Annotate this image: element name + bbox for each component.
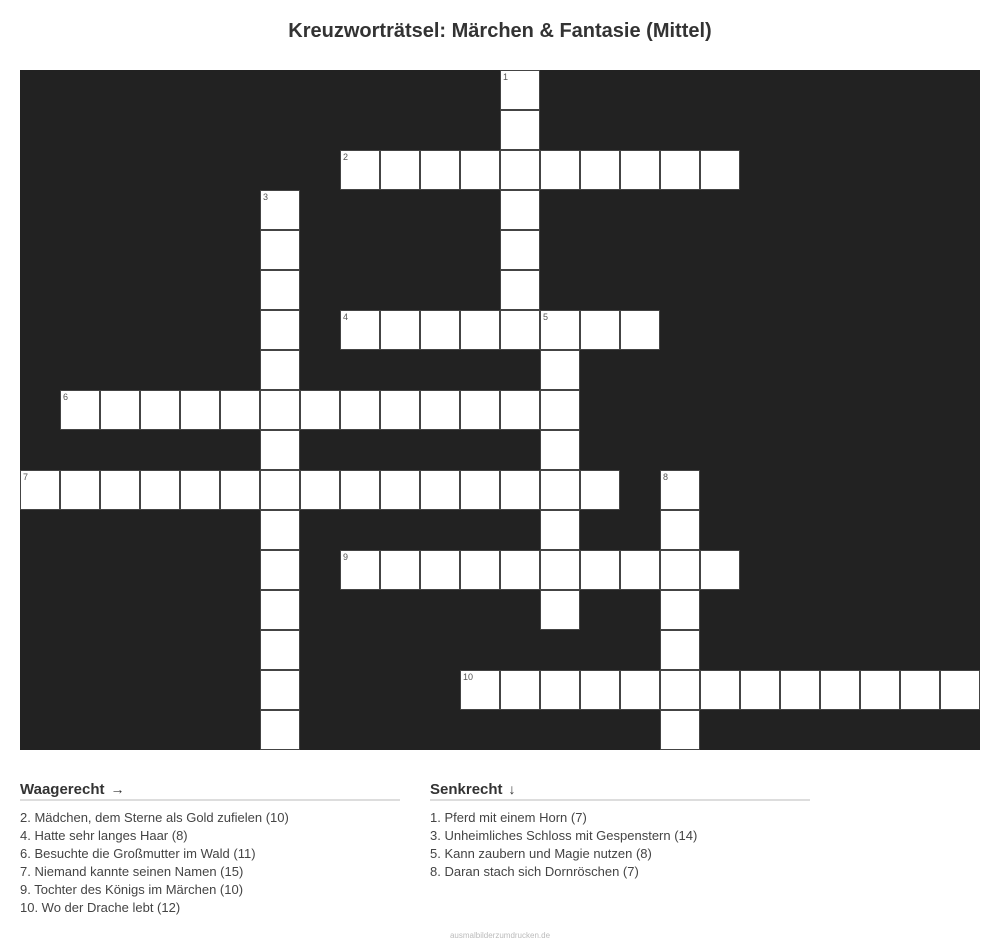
crossword-cell[interactable] [540, 550, 580, 590]
crossword-cell[interactable] [380, 390, 420, 430]
crossword-cell[interactable] [260, 430, 300, 470]
clue-item: 6. Besuchte die Großmutter im Wald (11) [20, 846, 256, 861]
clue-number: 2 [343, 152, 349, 162]
crossword-cell[interactable] [540, 590, 580, 630]
arrow-down-icon: ↓ [508, 781, 516, 797]
crossword-cell[interactable] [740, 670, 780, 710]
clue-item: 9. Tochter des Königs im Märchen (10) [20, 882, 244, 897]
crossword-cell[interactable] [260, 630, 300, 670]
crossword-cell[interactable] [180, 390, 220, 430]
crossword-cell[interactable] [260, 350, 300, 390]
clue-number: 3 [263, 192, 269, 202]
crossword-cell[interactable] [20, 470, 60, 510]
crossword-cell[interactable] [500, 110, 540, 150]
clue-number: 5 [543, 312, 549, 322]
clue-item: 5. Kann zaubern und Magie nutzen (8) [430, 846, 652, 861]
clue-number: 6 [63, 392, 69, 402]
crossword-cell[interactable] [540, 150, 580, 190]
across-clue-list [20, 809, 400, 917]
crossword-cell[interactable] [140, 390, 180, 430]
crossword-cell[interactable] [500, 230, 540, 270]
crossword-cell[interactable] [580, 550, 620, 590]
crossword-cell[interactable] [260, 270, 300, 310]
crossword-cell[interactable] [340, 470, 380, 510]
crossword-cell[interactable] [500, 550, 540, 590]
crossword-cell[interactable] [580, 670, 620, 710]
clue-number: 7 [23, 472, 29, 482]
down-clue-list [430, 809, 810, 881]
crossword-cell[interactable] [460, 150, 500, 190]
down-heading-label: Senkrecht [430, 781, 503, 798]
arrow-right-icon: → [110, 781, 125, 797]
crossword-cell[interactable] [700, 150, 740, 190]
crossword-cell[interactable] [100, 470, 140, 510]
clue-item: 8. Daran stach sich Dornröschen (7) [430, 864, 639, 879]
crossword-cell[interactable] [580, 470, 620, 510]
crossword-cell[interactable] [380, 310, 420, 350]
crossword-cell[interactable] [460, 310, 500, 350]
clue-item: 10. Wo der Drache lebt (12) [20, 900, 181, 915]
crossword-cell[interactable] [420, 550, 460, 590]
clue-number: 8 [663, 472, 669, 482]
crossword-cell[interactable] [60, 470, 100, 510]
crossword-cell[interactable] [260, 390, 300, 430]
crossword-cell[interactable] [500, 150, 540, 190]
crossword-cell[interactable] [660, 710, 700, 750]
crossword-cell[interactable] [340, 310, 380, 350]
crossword-cell[interactable] [420, 310, 460, 350]
clue-item: 4. Hatte sehr langes Haar (8) [20, 828, 188, 843]
crossword-cell[interactable] [420, 390, 460, 430]
page-title: Kreuzworträtsel: Märchen & Fantasie (Mittel) [288, 20, 712, 42]
crossword-cell[interactable] [540, 470, 580, 510]
crossword-cell[interactable] [500, 390, 540, 430]
crossword-cell[interactable] [500, 190, 540, 230]
crossword-cell[interactable] [340, 390, 380, 430]
crossword-cell[interactable] [540, 430, 580, 470]
crossword-cell[interactable] [660, 590, 700, 630]
crossword-cell[interactable] [540, 350, 580, 390]
crossword-cell[interactable] [460, 470, 500, 510]
clue-item: 1. Pferd mit einem Horn (7) [430, 810, 587, 825]
crossword-cell[interactable] [860, 670, 900, 710]
crossword-cell[interactable] [260, 670, 300, 710]
clue-item: 7. Niemand kannte seinen Namen (15) [20, 864, 244, 879]
crossword-cell[interactable] [500, 470, 540, 510]
crossword-cell[interactable] [580, 150, 620, 190]
crossword-cell[interactable] [260, 470, 300, 510]
crossword-cell[interactable] [100, 390, 140, 430]
crossword-cell[interactable] [660, 550, 700, 590]
down-clues [430, 780, 810, 881]
crossword-cell[interactable] [660, 670, 700, 710]
crossword-cell[interactable] [500, 310, 540, 350]
crossword-cell[interactable] [820, 670, 860, 710]
crossword-cell[interactable] [540, 310, 580, 350]
crossword-cell[interactable] [660, 470, 700, 510]
clue-number: 10 [463, 672, 474, 682]
crossword-cell[interactable] [580, 310, 620, 350]
across-heading [20, 780, 400, 801]
crossword-cell[interactable] [140, 470, 180, 510]
across-heading-label: Waagerecht [20, 781, 105, 798]
crossword-cell[interactable] [380, 470, 420, 510]
crossword-cell[interactable] [220, 390, 260, 430]
footer-credit: ausmalbilderzumdrucken.de [449, 931, 551, 940]
crossword-cell[interactable] [660, 630, 700, 670]
crossword-cell[interactable] [420, 470, 460, 510]
crossword-cell[interactable] [260, 510, 300, 550]
crossword-cell[interactable] [260, 190, 300, 230]
crossword-cell[interactable] [500, 70, 540, 110]
crossword-cell[interactable] [780, 670, 820, 710]
crossword-cell[interactable] [260, 310, 300, 350]
crossword-cell[interactable] [260, 710, 300, 750]
crossword-cell[interactable] [180, 470, 220, 510]
crossword-cell[interactable] [340, 550, 380, 590]
across-clues [20, 780, 400, 917]
crossword-cell[interactable] [540, 510, 580, 550]
crossword-cell[interactable] [500, 670, 540, 710]
crossword-cell[interactable] [620, 550, 660, 590]
crossword-cell[interactable] [660, 510, 700, 550]
crossword-cell[interactable] [700, 670, 740, 710]
crossword-cell[interactable] [700, 550, 740, 590]
crossword-cell[interactable] [260, 550, 300, 590]
crossword-cell[interactable] [300, 390, 340, 430]
crossword-cell[interactable] [460, 550, 500, 590]
crossword-cell[interactable] [620, 150, 660, 190]
crossword-cell[interactable] [460, 390, 500, 430]
clue-item: 3. Unheimliches Schloss mit Gespenstern (14) [430, 828, 698, 843]
crossword-cell[interactable] [420, 150, 460, 190]
crossword-cell[interactable] [60, 390, 100, 430]
clue-number: 4 [343, 312, 349, 322]
crossword-grid [20, 70, 980, 750]
crossword-cell[interactable] [340, 150, 380, 190]
clue-item: 2. Mädchen, dem Sterne als Gold zufielen (10) [20, 810, 289, 825]
crossword-cell[interactable] [380, 550, 420, 590]
clue-number: 9 [343, 552, 349, 562]
crossword-cell[interactable] [500, 270, 540, 310]
crossword-cell[interactable] [660, 150, 700, 190]
crossword-cell[interactable] [900, 670, 940, 710]
crossword-cell[interactable] [620, 670, 660, 710]
crossword-cell[interactable] [540, 670, 580, 710]
crossword-cell[interactable] [460, 670, 500, 710]
crossword-cell[interactable] [220, 470, 260, 510]
crossword-cell[interactable] [260, 230, 300, 270]
clue-number: 1 [503, 72, 509, 82]
crossword-cell[interactable] [380, 150, 420, 190]
crossword-cell[interactable] [300, 470, 340, 510]
crossword-cell[interactable] [260, 590, 300, 630]
crossword-cell[interactable] [540, 390, 580, 430]
crossword-cell[interactable] [620, 310, 660, 350]
crossword-cell[interactable] [940, 670, 980, 710]
down-heading [430, 780, 810, 801]
